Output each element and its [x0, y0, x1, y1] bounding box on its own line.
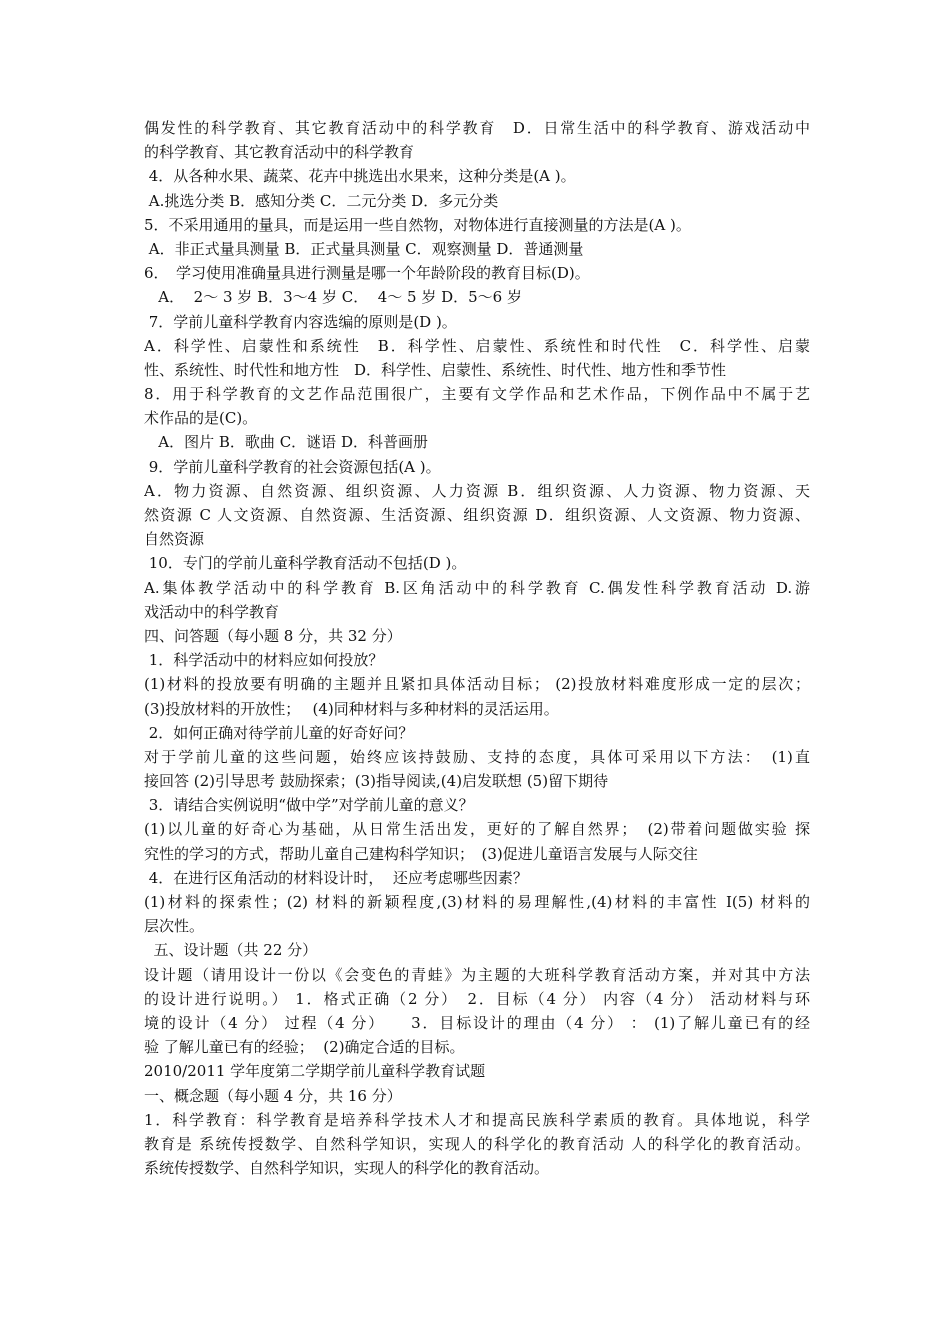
text-line: (3)投放材料的开放性； (4)同种材料与多种材料的灵活运用。: [144, 699, 559, 718]
text-line: 4．在进行区角活动的材料设计时， 还应考虑哪些因素？: [144, 868, 528, 887]
text-line: 设计题（请用设计一份以《会变色的青蛙》为主题的大班科学教育活动方案，并对其中方法: [144, 965, 810, 984]
text-line: 偶发性的科学教育、其它教育活动中的科学教育 D．日常生活中的科学教育、游戏活动中: [144, 119, 810, 137]
text-line: 自然资源: [144, 530, 205, 549]
text-line: 术作品的是(C)。: [144, 409, 258, 428]
text-line: 戏活动中的科学教育: [144, 602, 280, 621]
text-line: 系统传授数学、自然科学知识，实现人的科学化的教育活动。: [144, 1159, 550, 1178]
text-line: 2010/2011 学年度第二学期学前儿童科学教育试题: [144, 1062, 486, 1081]
text-line: 对于学前儿童的这些问题，始终应该持鼓励、支持的态度，具体可采用以下方法： (1)直: [144, 747, 810, 766]
text-line: A．科学性、启蒙性和系统性 B．科学性、启蒙性、系统性和时代性 C．科学性、启蒙: [144, 336, 810, 355]
text-line: 教育是 系统传授数学、自然科学知识，实现人的科学化的教育活动 人的科学化的教育活动。: [144, 1134, 810, 1153]
text-line: A．物力资源、自然资源、组织资源、人力资源 B．组织资源、人力资源、物力资源、天: [144, 481, 810, 500]
text-line: 9．学前儿童科学教育的社会资源包括(A )。: [144, 457, 441, 476]
text-line: 8．用于科学教育的文艺作品范围很广，主要有文学作品和艺术作品，下例作品中不属于艺: [144, 385, 810, 404]
text-line: 2．如何正确对待学前儿童的好奇好问？: [144, 723, 414, 742]
text-line: 10．专门的学前儿童科学教育活动不包括(D )。: [144, 554, 467, 573]
document-page: [144, 116, 810, 1180]
text-line: A． 2～ 3 岁 B．3～4 岁 C． 4～ 5 岁 D．5～6 岁: [144, 288, 522, 307]
text-line: 性、系统性、时代性和地方性 D．科学性、启蒙性、系统性、时代性、地方性和季节性: [144, 360, 727, 379]
text-line: 6． 学习使用准确量具进行测量是哪一个年龄阶段的教育目标(D)。: [144, 264, 590, 283]
text-line: 1．科学活动中的材料应如何投放？: [144, 651, 384, 670]
text-line: 一、概念题（每小题 4 分，共 16 分）: [144, 1086, 402, 1105]
text-line: 7．学前儿童科学教育内容选编的原则是(D )。: [144, 312, 457, 331]
text-line: (1)以儿童的好奇心为基础，从日常生活出发，更好的了解自然界； (2)带着问题做实验 探: [144, 820, 810, 839]
text-line: A．图片 B．歌曲 C．谜语 D．科普画册: [144, 433, 428, 452]
text-line: 1．科学教育：科学教育是培养科学技术人才和提高民族科学素质的教育。具体地说，科学: [144, 1110, 810, 1129]
text-line: 然资源 C 人文资源、自然资源、生活资源、组织资源 D．组织资源、人文资源、物力资源、: [144, 506, 810, 524]
text-line: A.挑选分类 B．感知分类 C．二元分类 D．多元分类: [144, 191, 499, 210]
text-line: 验 了解儿童已有的经验； (2)确定合适的目标。: [144, 1038, 465, 1057]
text-line: 的科学教育、其它教育活动中的科学教育: [144, 143, 415, 162]
text-line: 究性的学习的方式，帮助儿童自己建构科学知识； (3)促进儿童语言发展与人际交往: [144, 844, 698, 863]
text-line: 5．不采用通用的量具，而是运用一些自然物，对物体进行直接测量的方法是(A )。: [144, 215, 691, 234]
text-line: 层次性。: [144, 917, 205, 936]
text-line: (1)材料的投放要有明确的主题并且紧扣具体活动目标； (2)投放材料难度形成一定的层次；: [144, 675, 810, 694]
text-line: 3．请结合实例说明“做中学”对学前儿童的意义？: [144, 796, 474, 815]
text-line: A．非正式量具测量 B．正式量具测量 C．观察测量 D．普通测量: [144, 239, 584, 258]
text-line: (1)材料的探索性；(2) 材料的新颖程度,(3)材料的易理解性,(4)材料的丰富性 I(5) 材料的: [144, 893, 810, 911]
text-line: A.集体教学活动中的科学教育 B.区角活动中的科学教育 C.偶发性科学教育活动 D.游: [144, 578, 810, 597]
text-line: 四、问答题（每小题 8 分，共 32 分）: [144, 626, 402, 645]
text-line: 接回答 (2)引导思考 鼓励探索；(3)指导阅读,(4)启发联想 (5)留下期待: [144, 772, 609, 791]
text-line: 境的设计（4 分） 过程（4 分） 3．目标设计的理由（4 分） ： (1)了解儿童已有的经: [144, 1013, 810, 1032]
text-line: 4．从各种水果、蔬菜、花卉中挑选出水果来，这种分类是(A )。: [144, 167, 576, 186]
text-line: 五、设计题（共 22 分）: [144, 941, 318, 960]
text-line: 的设计进行说明。） 1．格式正确（2 分） 2．目标（4 分） 内容（4 分） 活动材料与环: [144, 989, 810, 1008]
